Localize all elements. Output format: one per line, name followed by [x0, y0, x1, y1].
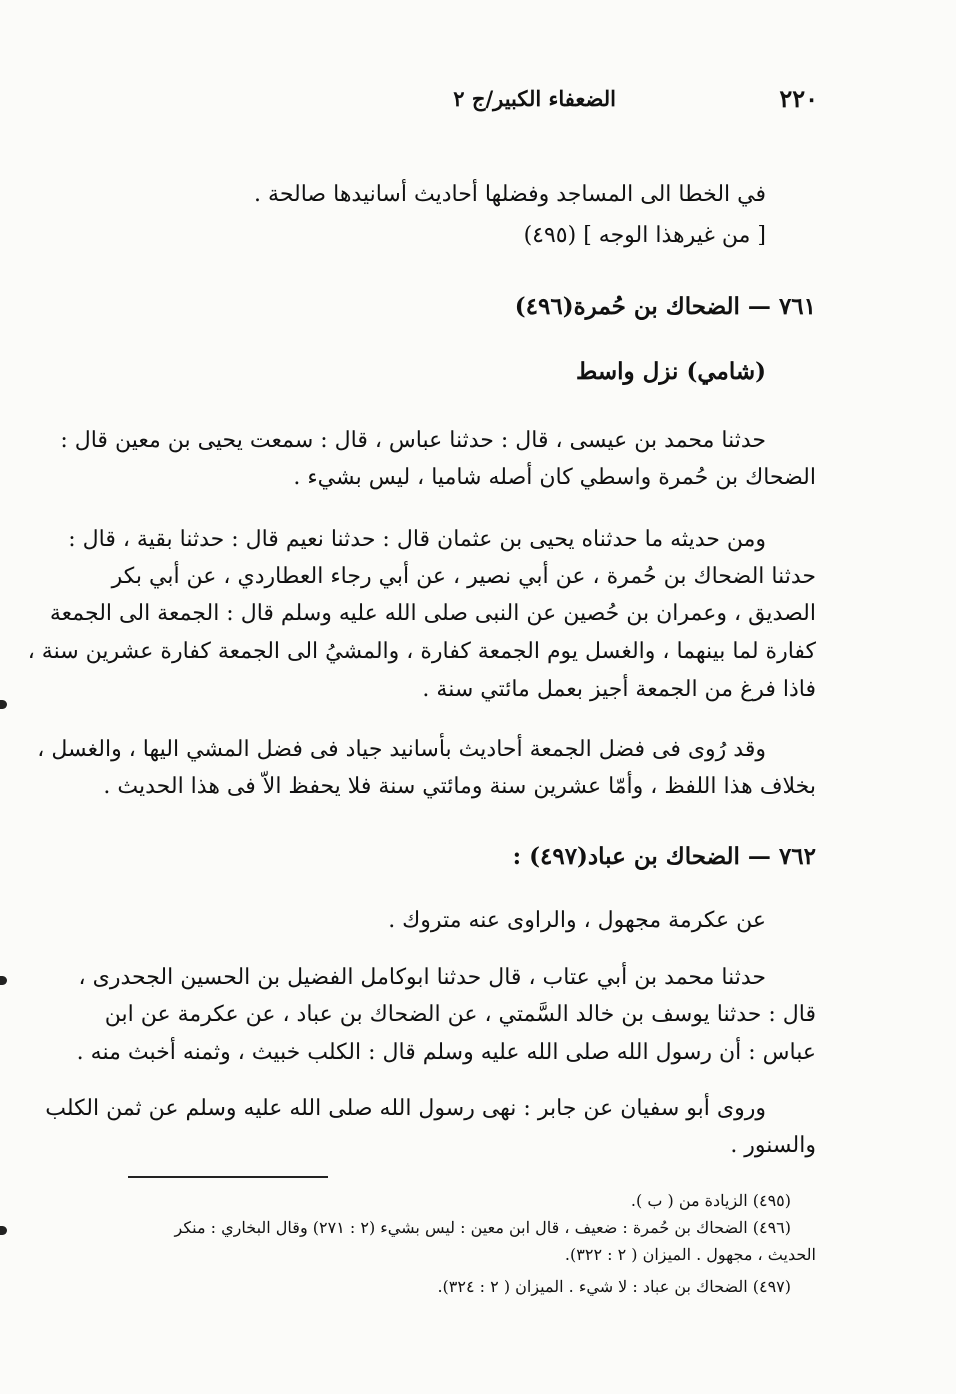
entry-heading-761: ٧٦١ — الضحاك بن حُمرة(٤٩٦): [514, 293, 816, 320]
text-line: الضحاك بن حُمرة واسطي كان أصله شاميا ، ليس بشيء .: [293, 465, 816, 490]
scan-edge-mark: [0, 700, 7, 709]
text-line: قال : حدثنا يوسف بن خالد السَّمتي ، عن الضحاك بن عباد ، عن عكرمة عن ابن: [104, 1002, 816, 1027]
footnote-496-continued: الحديث ، مجهول . الميزان ( ٢ : ٣٢٢).: [564, 1245, 816, 1264]
text-line: حدثنا محمد بن عيسى ، قال : حدثنا عباس ، قال : سمعت يحيى بن معين قال :: [60, 428, 766, 453]
footnote-495: (٤٩٥) الزيادة من ( ب ).: [630, 1191, 791, 1210]
text-line: حدثنا الضحاك بن حُمرة ، عن أبي نصير ، عن أبي رجاء العطاردي ، عن أبي بكر: [111, 564, 816, 589]
text-line: الصديق ، وعمران بن حُصين عن النبى صلى الله عليه وسلم قال : الجمعة الى الجمعة: [49, 601, 816, 626]
text-line: كفارة لما بينهما ، والغسل يوم الجمعة كفارة ، والمشيُ الى الجمعة كفارة عشرين سنة ،: [27, 639, 816, 664]
scan-edge-mark: [0, 976, 7, 985]
text-line: عن عكرمة مجهول ، والراوى عنه متروك .: [388, 908, 766, 933]
text-line: فاذا فرغ من الجمعة أجيز بعمل مائتي سنة .: [422, 677, 816, 702]
text-line: في الخطا الى المساجد وفضلها أحاديث أسانيدها صالحة .: [254, 182, 766, 207]
text-line: والسنور .: [730, 1133, 816, 1158]
footnote-separator: [128, 1176, 328, 1178]
entry-heading-762: ٧٦٢ — الضحاك بن عباد(٤٩٧) :: [512, 843, 816, 870]
text-line: [ من غيرهذا الوجه ] (٤٩٥): [523, 223, 766, 248]
scan-edge-mark: [0, 1226, 7, 1235]
text-line: وقد رُوى فى فضل الجمعة أحاديث بأسانيد جياد فى فضل المشي اليها ، والغسل ،: [37, 737, 766, 762]
text-line: عباس : أن رسول الله صلى الله عليه وسلم قال : الكلب خبيث ، وثمنه أخبث منه .: [76, 1040, 816, 1065]
text-line: ومن حديثه ما حدثناه يحيى بن عثمان قال : حدثنا نعيم قال : حدثنا بقية ، قال :: [68, 527, 766, 552]
text-line: بخلاف هذا اللفظ ، وأمّا عشرين سنة ومائتي سنة فلا يحفظ الاّ فى هذا الحديث .: [103, 774, 816, 799]
page-number: ٢٢٠: [779, 84, 818, 113]
footnote-496: (٤٩٦) الضحاك بن حُمرة : ضعيف ، قال ابن معين : ليس بشيء (٢ : ٢٧١) وقال البخاري : منكر: [174, 1218, 791, 1237]
entry-origin-761: (شامي) نزل واسط: [576, 358, 766, 385]
footnote-497: (٤٩٧) الضحاك بن عباد : لا شيء . الميزان ( ٢ : ٣٢٤).: [437, 1277, 791, 1296]
text-line: وروى أبو سفيان عن جابر : نهى رسول الله صلى الله عليه وسلم عن ثمن الكلب: [45, 1096, 766, 1121]
running-header-title: الضعفاء الكبير/ج ٢: [453, 86, 616, 111]
text-line: حدثنا محمد بن أبي عتاب ، قال حدثنا ابوكامل الفضيل بن الحسين الجحدرى ،: [78, 965, 766, 990]
